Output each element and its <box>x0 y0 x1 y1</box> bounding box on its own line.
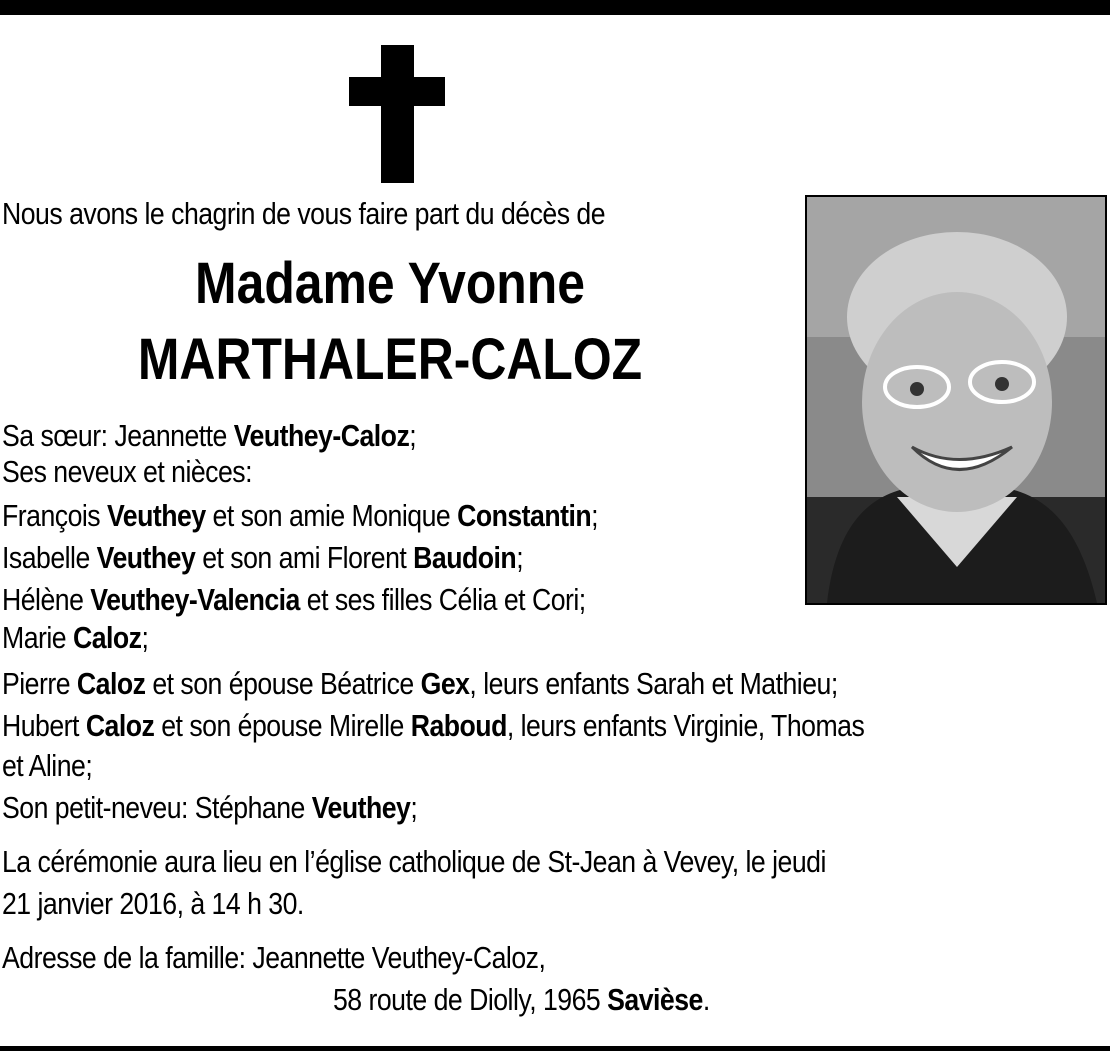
deceased-name-line1: Madame Yvonne <box>195 251 585 316</box>
cross-icon <box>349 45 445 183</box>
family-line: et Aline; <box>2 748 93 783</box>
family-line: Isabelle Veuthey et son ami Florent Baudoin; <box>2 540 524 575</box>
ceremony-text-line2: 21 janvier 2016, à 14 h 30. <box>2 886 304 921</box>
deceased-name-line2: MARTHALER-CALOZ <box>137 327 643 392</box>
family-line: François Veuthey et son amie Monique Constantin; <box>2 498 599 533</box>
family-line: Hélène Veuthey-Valencia et ses filles Célia et Cori; <box>2 582 586 617</box>
bottom-border-rule <box>0 1046 1110 1051</box>
family-line: Pierre Caloz et son épouse Béatrice Gex, leurs enfants Sarah et Mathieu; <box>2 666 838 701</box>
top-border-rule <box>0 0 1110 15</box>
family-line: Son petit-neveu: Stéphane Veuthey; <box>2 790 418 825</box>
family-line: Sa sœur: Jeannette Veuthey-Caloz; <box>2 418 417 453</box>
portrait-photo <box>805 195 1107 605</box>
ceremony-text-line1: La cérémonie aura lieu en l’église catholique de St-Jean à Vevey, le jeudi <box>2 844 826 879</box>
portrait-illustration <box>807 197 1105 603</box>
family-line: Hubert Caloz et son épouse Mirelle Raboud, leurs enfants Virginie, Thomas <box>2 708 865 743</box>
family-line: Marie Caloz; <box>2 620 149 655</box>
address-line1: Adresse de la famille: Jeannette Veuthey-Caloz, <box>2 940 546 975</box>
family-line: Ses neveux et nièces: <box>2 454 253 489</box>
address-line2: 58 route de Diolly, 1965 Savièse. <box>333 982 710 1017</box>
intro-text: Nous avons le chagrin de vous faire part du décès de <box>2 196 606 231</box>
